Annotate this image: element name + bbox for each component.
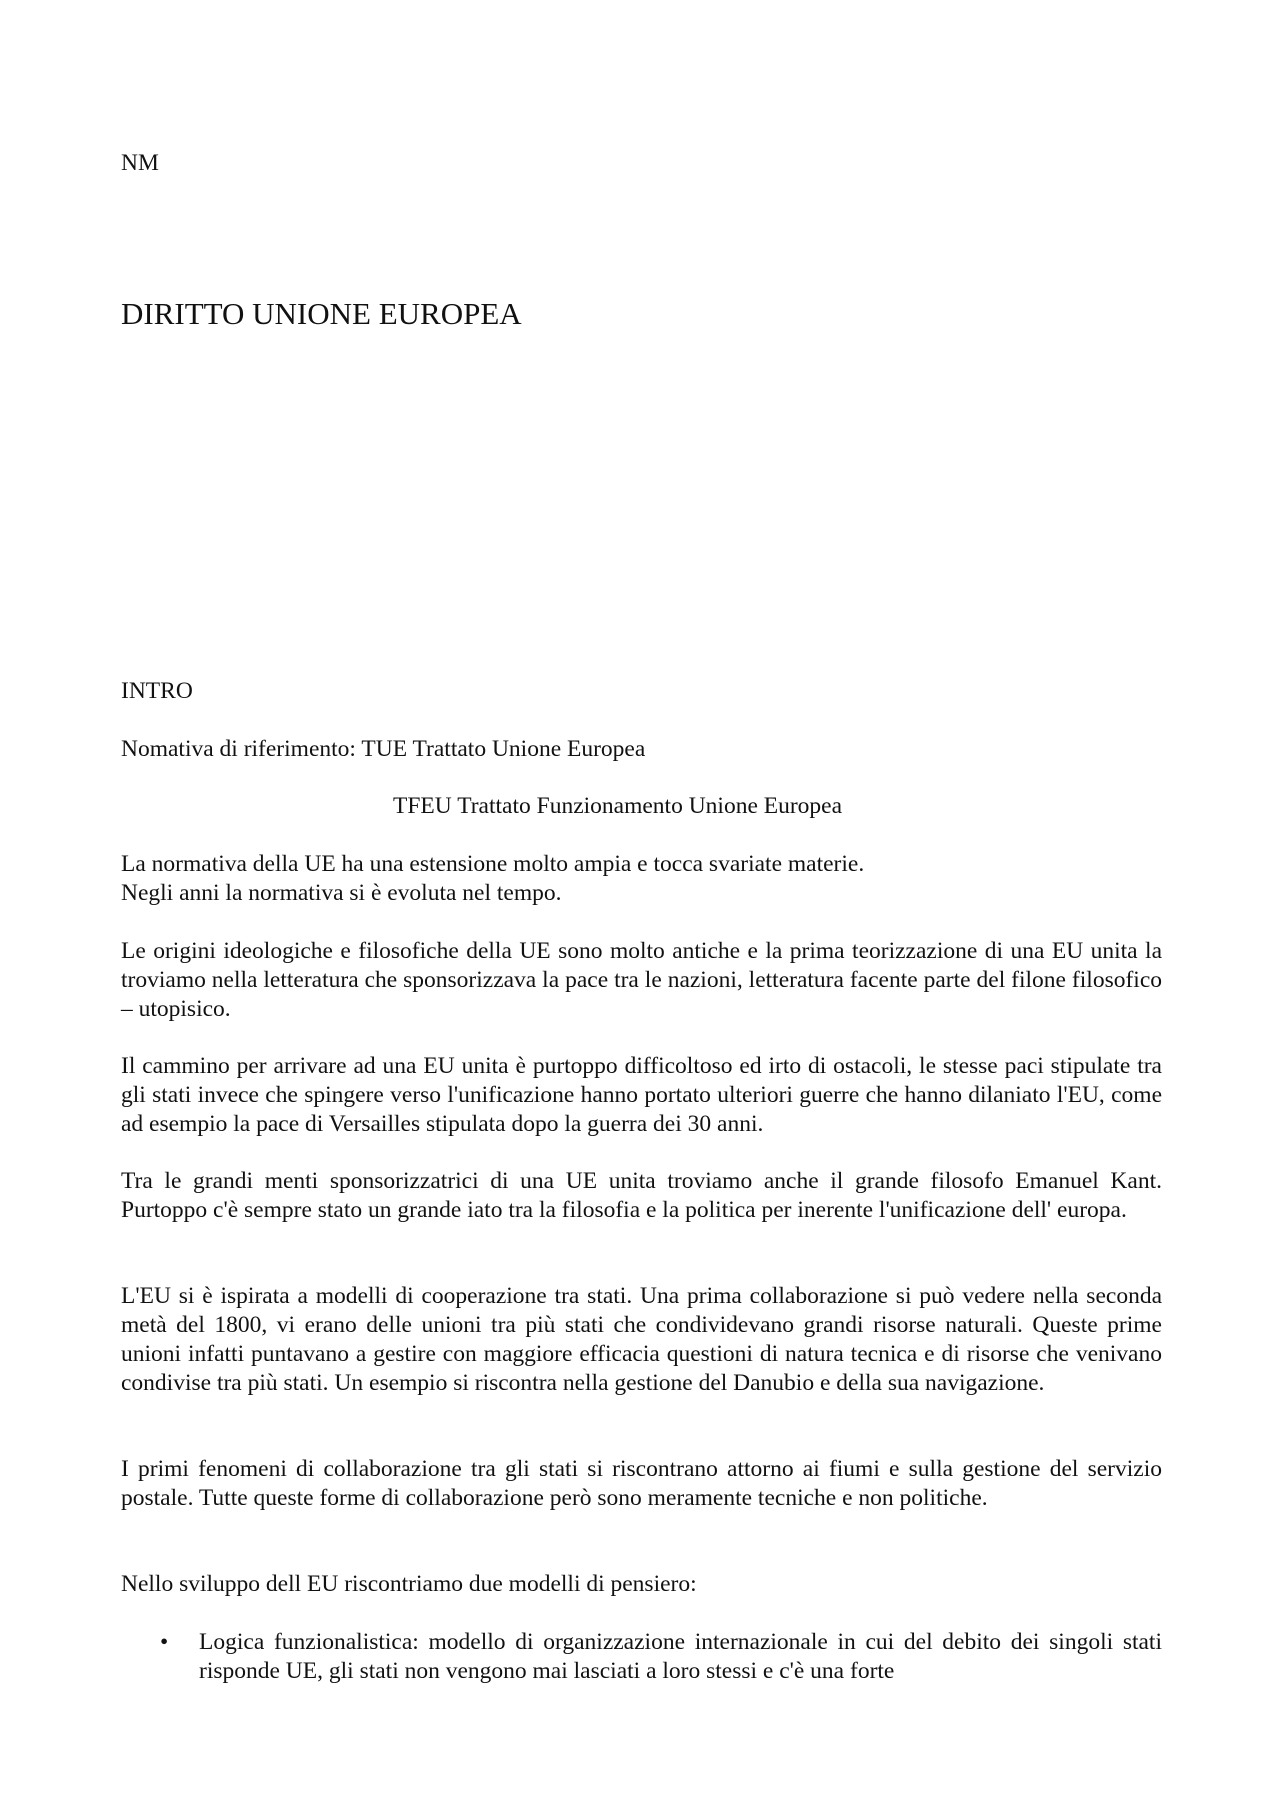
paragraph-2: Le origini ideologiche e filosofiche della UE sono molto antiche e la prima teorizzazione di una EU unita la troviamo nella letteratura che sponsorizzava la pace tra le nazioni, letteratura facente parte del filone filosofico – utopisico. bbox=[121, 938, 1162, 1022]
paragraph-1 bbox=[121, 850, 1162, 908]
document-title: DIRITTO UNIONE EUROPEA bbox=[121, 296, 522, 331]
paragraph-4: Tra le grandi menti sponsorizzatrici di una UE unita troviamo anche il grande filosofo Emanuel Kant. Purtoppo c'è sempre stato un grande iato tra la filosofia e la politica per inerente l'unificazione dell' europa. bbox=[121, 1168, 1162, 1223]
paragraph-6: I primi fenomeni di collaborazione tra gli stati si riscontrano attorno ai fiumi e sulla gestione del servizio postale. Tutte queste forme di collaborazione però sono meramente tecniche e non politiche. bbox=[121, 1456, 1162, 1511]
section-heading: INTRO bbox=[121, 678, 193, 704]
paragraph-7: Nello sviluppo dell EU riscontriamo due modelli di pensiero: bbox=[121, 1571, 697, 1597]
list-item-text: Logica funzionalistica: modello di organizzazione internazionale in cui del debito dei singoli stati risponde UE, gli stati non vengono mai lasciati a loro stessi e c'è una forte bbox=[199, 1629, 1162, 1684]
paragraph-5: L'EU si è ispirata a modelli di cooperazione tra stati. Una prima collaborazione si può vedere nella seconda metà del 1800, vi erano delle unioni tra più stati che condividevano grandi risorse naturali. Queste prime unioni infatti puntavano a gestire con maggiore efficacia questioni di natura tecnica e di risorse che venivano condivise tra più stati. Un esempio si riscontra nella gestione del Danubio e della sua navigazione. bbox=[121, 1283, 1162, 1396]
paragraph-3: Il cammino per arrivare ad una EU unita è purtoppo difficoltoso ed irto di ostacoli, le stesse paci stipulate tra gli stati invece che spingere verso l'unificazione hanno portato ulteriori guerre che hanno dilaniato l'EU, come ad esempio la pace di Versailles stipulata dopo la guerra dei 30 anni. bbox=[121, 1053, 1162, 1137]
normativa-line-1: Nomativa di riferimento: TUE Trattato Unione Europea bbox=[121, 736, 646, 762]
author-initials: NM bbox=[121, 150, 159, 176]
list-item bbox=[121, 1628, 1162, 1686]
bullet-list bbox=[121, 1628, 1162, 1686]
paragraph-1-line-2: Negli anni la normativa si è evoluta nel tempo. bbox=[121, 880, 562, 906]
normativa-line-2: TFEU Trattato Funzionamento Unione Europea bbox=[393, 793, 843, 819]
paragraph-1-line-1: La normativa della UE ha una estensione molto ampia e tocca svariate materie. bbox=[121, 851, 865, 877]
bullet-icon: • bbox=[160, 1629, 169, 1655]
